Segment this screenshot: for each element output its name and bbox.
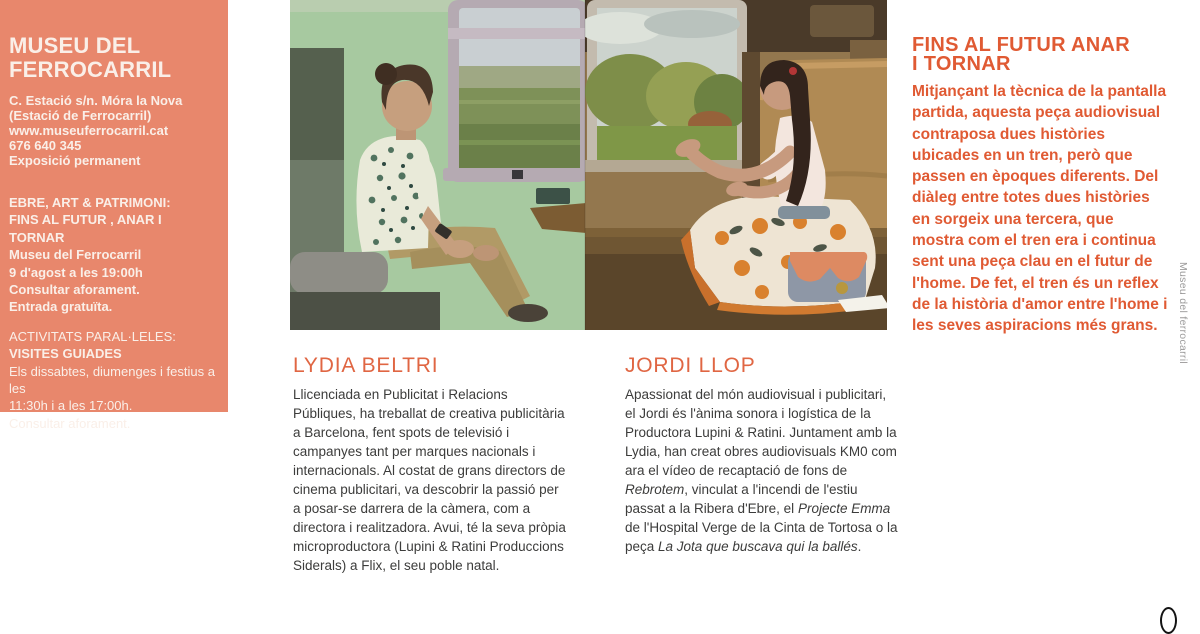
split-screen-train-photo: [290, 0, 887, 330]
event-series: EBRE, ART & PATRIMONI:: [9, 195, 171, 210]
venue-address: [9, 93, 216, 168]
venue-website: www.museuferrocarril.cat: [9, 123, 169, 138]
activities-note: Consultar aforament.: [9, 415, 131, 431]
event-note-free: Entrada gratuïta.: [9, 299, 113, 315]
cropped-logo-letter-o: [1160, 607, 1177, 634]
venue-phone: 676 640 345: [9, 138, 82, 153]
margin-label-vertical: Museu del ferrocarril: [1177, 262, 1189, 364]
parallel-activities: [9, 328, 216, 432]
address-station: (Estació de Ferrocarril): [9, 108, 152, 123]
train-scene-illustration: [290, 0, 887, 330]
venue-title-line2: FERROCARRIL: [9, 57, 172, 82]
feature-title: [912, 36, 1169, 74]
split-screen-seam: [584, 0, 586, 330]
activities-label: ACTIVITATS PARAL·LELES:: [9, 328, 176, 344]
venue-exhibition: Exposició permanent: [9, 153, 141, 168]
feature-column: [912, 36, 1169, 337]
bio-text-lydia: Llicenciada en Publicitat i Relacions Públiques, ha treballat de creativa publicitària a Barcelona, fent spots de televisió i campanyes tant per marques nacionals i internacionals. Al costat de grans directors de cinema publicitari, va descobrir la passió per a posar-se darrera de la càmera, com a directora i realitzadora. Avui, té la seva pròpia microproductora (Lupini & Ratini Produccions Siderals) a Flix, el seu poble natal.: [293, 387, 566, 573]
bio-jordi: [625, 355, 899, 556]
address-street: C. Estació s/n. Móra la Nova: [9, 93, 183, 108]
event-datetime: 9 d'agost a les 19:00h: [9, 264, 143, 280]
bio-lydia: [293, 355, 567, 575]
feature-title-line1: FINS AL FUTUR ANAR: [912, 34, 1130, 56]
activities-title: VISITES GUIADES: [9, 346, 122, 362]
bio-text-jordi: Apassionat del món audiovisual i publicitari, el Jordi és l'ànima sonora i logística de la Productora Lupini & Ratini. Juntament amb la Lydia, han creat obres audiovisuals KM0 com ara el vídeo de recaptació de fons de Rebrotem, vinculat a l'incendi de l'estiu passat a la Ribera d'Ebre, el Projecte Emma de l'Hospital Verge de la Cinta de Tortosa o la peça La Jota que buscava qui la ballés.: [625, 387, 898, 554]
event-details: [9, 194, 216, 316]
activities-schedule-line2: 11:30h i a les 17:00h.: [9, 398, 133, 414]
feature-title-line2: I TORNAR: [912, 53, 1011, 75]
modern-carriage-right: [578, 0, 887, 330]
feature-description: Mitjançant la tècnica de la pantalla partida, aquesta peça audiovisual contraposa dues històries ubicades en un tren, però que passen en èpoques diferents. Del diàleg entre totes dues històries en sorgeix una tercera, que mostra com el tren era i continua sent una peça clau en el futur de l'home. De fet, el tren és un reflex de la història d'amor entre l'home i les seves aspiracions més grans.: [912, 83, 1168, 335]
event-venue: Museu del Ferrocarril: [9, 247, 142, 263]
event-title: FINS AL FUTUR , ANAR I TORNAR: [9, 212, 162, 245]
venue-title: [9, 34, 216, 82]
bio-name-jordi: JORDI LLOP: [625, 354, 756, 377]
venue-info-panel: [0, 0, 228, 431]
venue-title-line1: MUSEU DEL: [9, 33, 141, 58]
vintage-carriage-left: [290, 0, 593, 330]
bio-name-lydia: LYDIA BELTRI: [293, 354, 439, 377]
event-note-capacity: Consultar aforament.: [9, 282, 140, 298]
activities-schedule-line1: Els dissabtes, diumenges i festius a les: [9, 363, 215, 397]
